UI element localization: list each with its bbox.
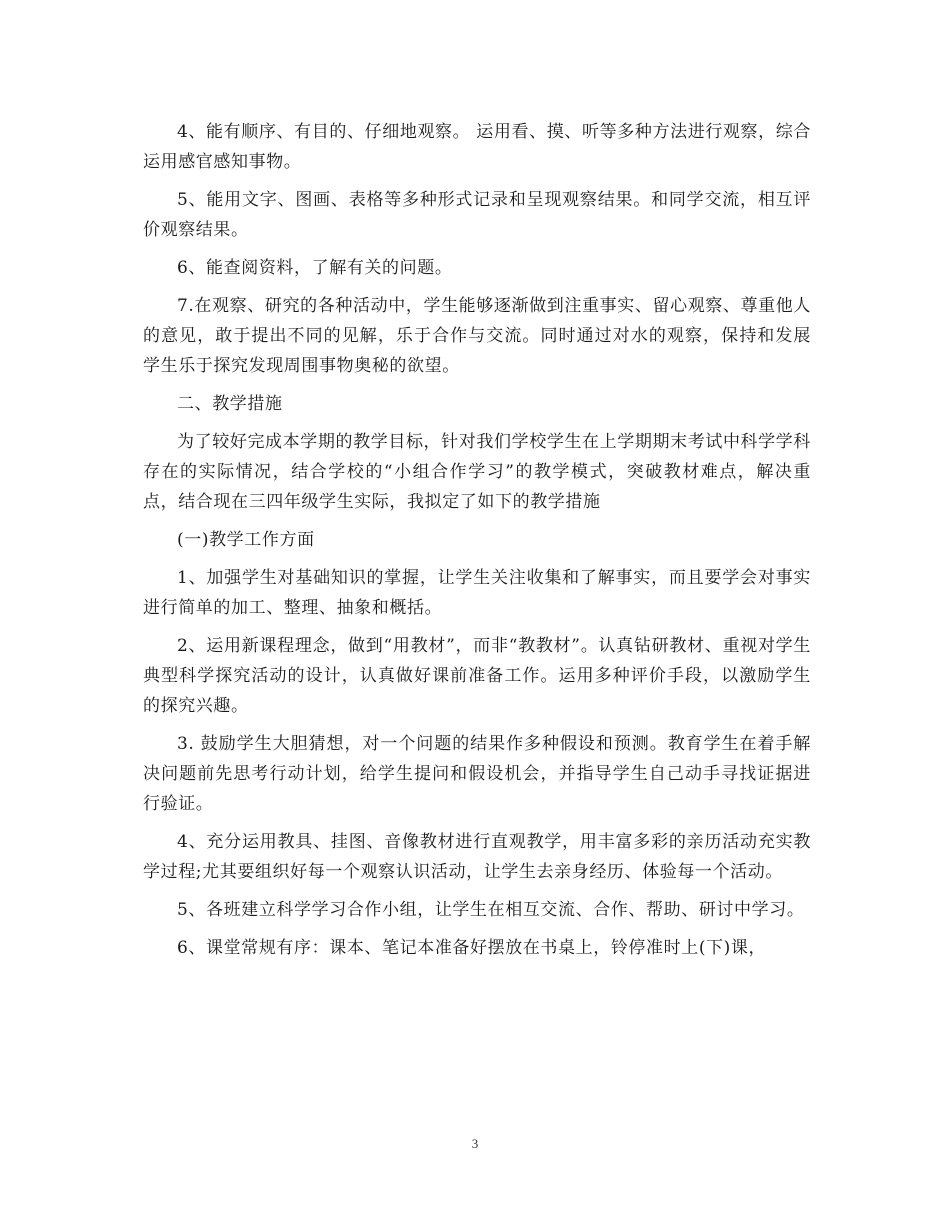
paragraph-measure-1: 1、加强学生对基础知识的掌握，让学生关注收集和了解事实，而且要学会对事实进行简单的加工、整理、抽象和概括。 bbox=[143, 568, 811, 618]
paragraph-record-results: 5、能用文字、图画、表格等多种形式记录和呈现观察结果。和同学交流，相互评价观察结果。 bbox=[143, 190, 811, 240]
paragraph-measure-4: 4、充分运用教具、挂图、音像教材进行直观教学，用丰富多彩的亲历活动充实教学过程;尤其要组织好每一个观察认识活动，让学生去亲身经历、体验每一个活动。 bbox=[143, 832, 811, 882]
paragraph-measure-5: 5、各班建立科学学习合作小组，让学生在相互交流、合作、帮助、研讨中学习。 bbox=[177, 900, 805, 920]
paragraph-consult-materials: 6、能查阅资料，了解有关的问题。 bbox=[177, 258, 453, 278]
paragraph-measure-2: 2、运用新课程理念，做到“用教材”，而非“教教材”。认真钻研教材、重视对学生典型科学探究活动的设计，认真做好课前准备工作。运用多种评价手段，以激励学生的探究兴趣。 bbox=[143, 636, 811, 716]
paragraph-teaching-goals-intro: 为了较好完成本学期的教学目标，针对我们学校学生在上学期期末考试中科学学科存在的实际情况，结合学校的“小组合作学习”的教学模式，突破教材难点，解决重点，结合现在三四年级学生实际，我拟定了如下的教学措施 bbox=[143, 432, 811, 512]
page-number: 3 bbox=[471, 1136, 479, 1151]
paragraph-measure-3: 3. 鼓励学生大胆猜想，对一个问题的结果作多种假设和预测。教育学生在着手解决问题前先思考行动计划，给学生提问和假设机会，并指导学生自己动手寻找证据进行验证。 bbox=[143, 734, 811, 814]
paragraph-research-activities: 7.在观察、研究的各种活动中，学生能够逐渐做到注重事实、留心观察、尊重他人的意见，敢于提出不同的见解，乐于合作与交流。同时通过对水的观察，保持和发展学生乐于探究发现周围事物奥秘的欲望。 bbox=[143, 296, 811, 376]
section-heading-teaching-measures: 二、教学措施 bbox=[177, 394, 283, 414]
paragraph-measure-6: 6、课堂常规有序：课本、笔记本准备好摆放在书桌上，铃停准时上(下)课， bbox=[177, 938, 767, 958]
paragraph-observation-order: 4、能有顺序、有目的、仔细地观察。 运用看、摸、听等多种方法进行观察，综合运用感官感知事物。 bbox=[143, 122, 811, 172]
document-body bbox=[143, 117, 811, 971]
subsection-heading-teaching-work: (一)教学工作方面 bbox=[177, 530, 315, 550]
